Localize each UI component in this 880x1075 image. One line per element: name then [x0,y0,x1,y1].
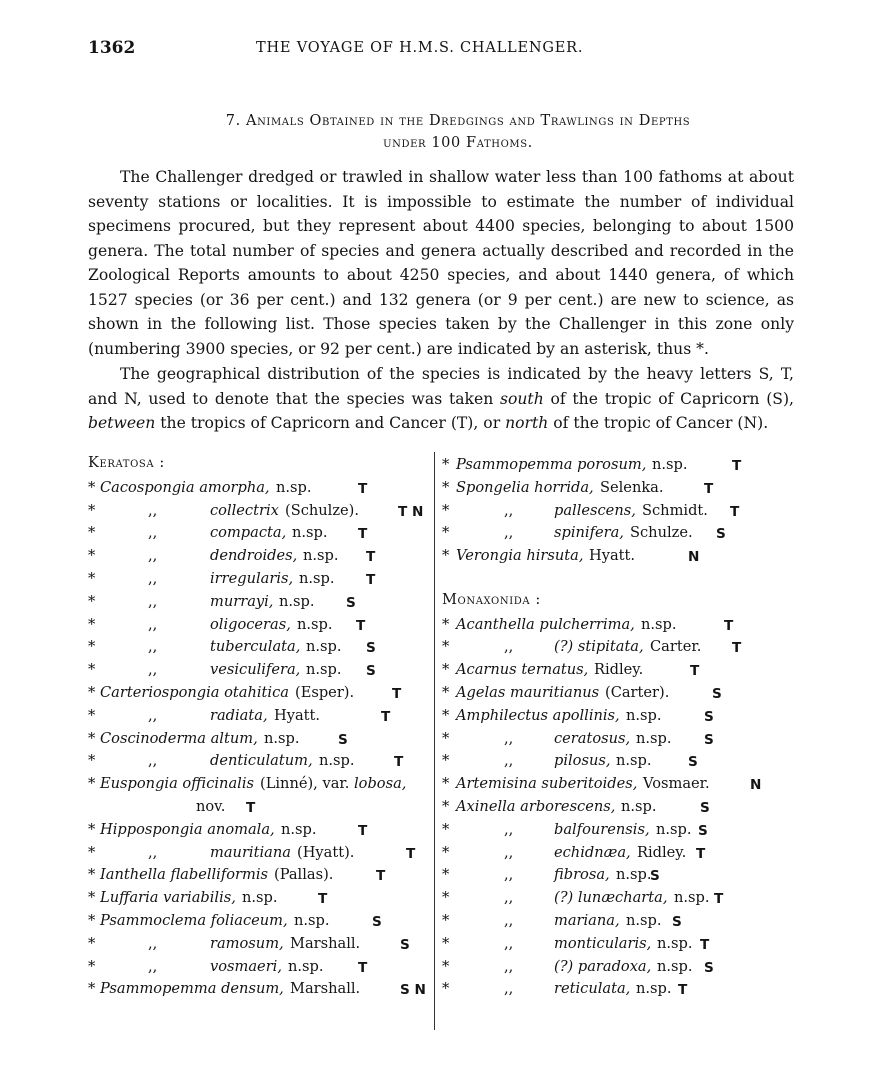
ditto-mark: ,, [148,569,158,587]
species-entry [442,682,772,705]
species-name: vosmaeri, [210,957,282,975]
distribution-letters: T [678,982,688,999]
distribution-letters: S [672,913,682,930]
species-entry [88,682,430,705]
species-author: (Pallas). [274,866,334,884]
asterisk-marker: * [442,547,450,565]
species-entry [442,636,772,659]
distribution-letters: S [372,913,382,930]
species-author: n.sp. [294,911,330,929]
distribution-letters: T [724,617,734,634]
asterisk-marker: * [88,911,96,929]
ditto-mark: ,, [504,889,514,907]
species-name: Euspongia officinalis [100,775,254,793]
species-name: ceratosus, [554,729,631,747]
distribution-letters: S [650,868,660,885]
asterisk-marker: * [88,615,96,633]
species-name: fibrosa, [554,866,610,884]
species-name: Coscinoderma altum, [100,729,258,747]
distribution-letters: T [358,822,368,839]
species-author: n.sp. [319,752,355,770]
species-name: tuberculata, [210,638,301,656]
species-entry [88,773,430,796]
ditto-mark: ,, [504,729,514,747]
ditto-mark: ,, [504,501,514,519]
species-name: Artemisina suberitoides, [456,775,638,793]
species-name: Verongia hirsuta, [456,547,584,565]
asterisk-marker: * [88,866,96,884]
para2-text-b: of the tropic of Capricorn (S), [543,389,795,408]
ditto-mark: ,, [504,820,514,838]
page-header [88,38,828,64]
species-author: n.sp. [636,980,672,998]
species-author: n.sp. [264,729,300,747]
species-entry [88,956,430,979]
species-author: Marshall. [290,980,361,998]
species-entry [442,614,772,637]
species-name: pallescens, [554,501,636,519]
species-author: (Carter). [605,683,670,701]
distribution-letters: T [246,799,256,816]
asterisk-marker: * [88,729,96,747]
asterisk-marker: * [88,934,96,952]
species-entry [442,705,772,728]
asterisk-marker: * [442,775,450,793]
species-author: n.sp. [636,729,672,747]
distribution-letters: T [696,845,706,862]
species-author: Ridley. [637,843,687,861]
species-entry [442,933,772,956]
ditto-mark: ,, [148,501,158,519]
species-author: n.sp. [297,615,333,633]
species-author: n.sp. [616,752,652,770]
page-number: 1362 [88,38,136,58]
distribution-letters: T [714,891,724,908]
species-entry [88,864,430,887]
asterisk-marker: * [88,752,96,770]
intro-paragraph: The Challenger dredged or trawled in shallow water less than 100 fathoms at about seventy stations or localities. It is impossible to estimate the number of individual specimens procured, but they represent about 4400 species, belonging to about 1500 genera. The total number of species and genera actually described and recorded in the Zoological Reports amounts to about 4250 species, and about 1440 genera, of which 1527 species (or 36 per cent.) and 132 genera (or 9 per cent.) are new to science, as shown in the following list. Those species taken by the Challenger in this zone only (numbering 3900 species, or 92 per cent.) are indicated by an asterisk, thus *. [88,168,794,358]
species-entry [442,659,772,682]
species-author: Schulze. [630,524,693,542]
species-entry [442,545,772,568]
running-title: THE VOYAGE OF H.M.S. CHALLENGER. [256,40,584,56]
distribution-letters: T [381,708,391,725]
asterisk-marker: * [442,456,450,473]
asterisk-marker: * [442,615,450,633]
species-name: Amphilectus apollinis, [456,706,620,724]
species-name: (?) stipitata, [554,638,644,656]
species-name: Psammopemma densum, [100,980,284,998]
species-entry [88,591,430,614]
asterisk-marker: * [88,980,96,998]
species-entry [88,796,430,819]
species-author: n.sp. [242,889,278,907]
distribution-letters: T [366,571,376,588]
column-divider [434,452,435,1030]
distribution-letters: T [700,936,710,953]
asterisk-marker: * [442,866,450,884]
species-entry [88,659,430,682]
species-name: Acanthella pulcherrima, [456,615,635,633]
species-author: Schmidt. [642,501,708,519]
species-entry [88,728,430,751]
distribution-letters: T [356,617,366,634]
section-title-line-2: under 100 Fathoms. [383,135,533,151]
species-author: (Schulze). [285,501,359,519]
asterisk-marker: * [442,683,450,701]
distribution-letters: T [392,685,402,702]
species-author: Carter. [650,638,702,656]
distribution-letters: N [750,777,762,794]
species-author: Selenka. [600,478,664,496]
ditto-mark: ,, [504,957,514,975]
species-author: Vosmaer. [643,775,710,793]
distribution-letters: T [358,959,368,976]
species-entry [442,956,772,979]
distribution-letters: T [358,480,368,497]
species-author: Ridley. [594,661,644,679]
species-entry [442,887,772,910]
species-author: Hyatt. [274,706,321,724]
para2-text-c: the tropics of Capricorn and Cancer (T), or [155,414,506,432]
species-author: Hyatt. [589,547,636,565]
species-author: n.sp. [626,706,662,724]
species-name: Carteriospongia otahitica [100,683,289,701]
species-entry [442,477,772,500]
ditto-mark: ,, [148,661,158,679]
ditto-mark: ,, [148,706,158,724]
species-author: n.sp. [616,866,652,884]
ditto-mark: ,, [504,866,514,884]
asterisk-marker: * [442,820,450,838]
asterisk-marker: * [442,752,450,770]
species-name: Luffaria variabilis, [100,889,236,907]
species-author: n.sp. [626,911,662,929]
species-author: (Hyatt). [297,843,355,861]
species-name: Psammopemma porosum, [456,456,647,473]
species-entry [88,545,430,568]
species-entry [442,796,772,819]
species-entry [442,773,772,796]
species-name: compacta, [210,524,287,542]
distribution-letters: S [704,959,714,976]
species-author: n.sp. [657,957,693,975]
ditto-mark: ,, [504,524,514,542]
distribution-paragraph [88,362,794,436]
species-list-right [442,454,772,1001]
species-author: n.sp. [276,478,312,496]
asterisk-marker: * [442,661,450,679]
species-author: n.sp. [306,661,342,679]
species-name: irregularis, [210,569,294,587]
ditto-mark: ,, [148,615,158,633]
asterisk-marker: * [442,911,450,929]
distribution-letters: T [376,868,386,885]
spacer [442,568,772,591]
species-entry [88,500,430,523]
species-author: n.sp. [656,820,692,838]
para2-text-d: of the tropic of Cancer (N). [548,414,769,432]
asterisk-marker: * [442,501,450,519]
species-entry [88,705,430,728]
ditto-mark: ,, [504,843,514,861]
species-author: n.sp. [652,456,688,473]
species-entry [442,750,772,773]
para2-north: north [505,414,549,432]
asterisk-marker: * [88,592,96,610]
species-name: mariana, [554,911,620,929]
species-name: radiata, [210,706,268,724]
species-author: n.sp. [299,569,335,587]
distribution-letters: T [732,458,742,474]
asterisk-marker: * [88,547,96,565]
asterisk-marker: * [442,797,450,815]
asterisk-marker: * [442,980,450,998]
distribution-letters: T [704,480,714,497]
species-name: Acarnus ternatus, [456,661,589,679]
species-name: pilosus, [554,752,611,770]
ditto-mark: ,, [148,638,158,656]
para2-between: between [88,414,156,432]
species-name: Cacospongia amorpha, [100,478,270,496]
group-heading: Monaxonida : [442,590,541,608]
distribution-letters: T [690,663,700,680]
distribution-letters: S [688,754,698,771]
ditto-mark: ,, [504,934,514,952]
ditto-mark: ,, [148,957,158,975]
section-title [88,110,828,154]
species-author: n.sp. [303,547,339,565]
species-name: ramosum, [210,934,284,952]
asterisk-marker: * [88,957,96,975]
species-author: n.sp. [641,615,677,633]
species-entry [88,477,430,500]
species-entry [88,522,430,545]
species-entry [88,614,430,637]
species-name: Hippospongia anomala, [100,820,275,838]
distribution-letters: S [700,799,710,816]
distribution-letters: S [338,731,348,748]
species-entry [442,910,772,933]
distribution-letters: S [366,640,376,657]
species-name: Spongelia horrida, [456,478,594,496]
species-name: murrayi, [210,592,274,610]
section-title-line-1: 7. Animals Obtained in the Dredgings and Trawlings in Depths [225,113,691,129]
distribution-letters: S [704,731,714,748]
species-entry [442,978,772,1001]
species-name: (?) lunæcharta, [554,889,668,907]
distribution-letters: T N [398,503,424,520]
ditto-mark: ,, [504,980,514,998]
group-heading: Keratosa : [88,454,165,471]
species-author: n.sp. [621,797,657,815]
species-list-left [88,454,430,1001]
asterisk-marker: * [442,706,450,724]
asterisk-marker: * [88,569,96,587]
species-name: denticulatum, [210,752,313,770]
asterisk-marker: * [442,843,450,861]
species-entry [442,522,772,545]
asterisk-marker: * [88,501,96,519]
ditto-mark: ,, [148,843,158,861]
species-name: balfourensis, [554,820,650,838]
species-entry [442,728,772,751]
asterisk-marker: * [88,478,96,496]
asterisk-marker: * [88,661,96,679]
distribution-letters: S [712,685,722,702]
ditto-mark: ,, [148,592,158,610]
species-name: spinifera, [554,524,624,542]
species-name: mauritiana [210,843,291,861]
species-author: n.sp. [281,820,317,838]
asterisk-marker: * [88,706,96,724]
species-entry [88,910,430,933]
species-entry [88,568,430,591]
species-variety: lobosa, [354,775,407,793]
species-author: n.sp. [292,524,328,542]
species-author: n.sp. [657,934,693,952]
species-entry [88,933,430,956]
species-author: n.sp. [674,889,710,907]
species-name: Agelas mauritianus [456,683,600,701]
species-entry [88,978,430,1001]
distribution-letters: N [688,549,700,566]
asterisk-marker: * [88,889,96,907]
species-entry [442,819,772,842]
species-author: Marshall. [290,934,361,952]
asterisk-marker: * [442,934,450,952]
distribution-letters: T [394,754,404,771]
species-name: Ianthella flabelliformis [100,866,269,884]
asterisk-marker: * [88,683,96,701]
asterisk-marker: * [88,638,96,656]
species-author: n.sp. [288,957,324,975]
species-entry [88,636,430,659]
distribution-letters: T [366,549,376,566]
species-author: (Linné), var. [260,775,350,793]
species-author: n.sp. [279,592,315,610]
para2-text-a: The geographical distribution of the species is indicated by the heavy letters S, T, and N, used to denote that the species was taken [88,365,794,408]
species-name: reticulata, [554,980,631,998]
species-name: collectrix [210,501,279,519]
species-entry [442,454,772,477]
distribution-letters: S [346,594,356,611]
species-entry [442,842,772,865]
asterisk-marker: * [442,889,450,907]
species-author: n.sp. [306,638,342,656]
para2-south: south [500,389,544,408]
asterisk-marker: * [88,843,96,861]
distribution-letters: T [730,503,740,520]
species-entry [88,842,430,865]
asterisk-marker: * [88,524,96,542]
species-name: Axinella arborescens, [456,797,616,815]
species-entry [88,887,430,910]
distribution-letters: T [318,891,328,908]
ditto-mark: ,, [148,524,158,542]
species-name: vesiculifera, [210,661,301,679]
species-entry [442,500,772,523]
distribution-letters: S [366,663,376,680]
distribution-letters: T [358,526,368,543]
distribution-letters: S [698,822,708,839]
ditto-mark: ,, [504,911,514,929]
distribution-letters: S [716,526,726,543]
asterisk-marker: * [88,775,96,793]
species-entry [442,864,772,887]
species-name: oligoceras, [210,615,291,633]
species-name: echidnæa, [554,843,631,861]
species-author: (Esper). [295,683,355,701]
asterisk-marker: * [442,957,450,975]
species-entry [88,819,430,842]
species-entry [88,750,430,773]
asterisk-marker: * [88,820,96,838]
species-name: Psammoclema foliaceum, [100,911,288,929]
distribution-letters: T [406,845,416,862]
species-name: (?) paradoxa, [554,957,652,975]
asterisk-marker: * [442,729,450,747]
ditto-mark: ,, [148,752,158,770]
species-name: monticularis, [554,934,652,952]
distribution-letters: T [732,640,742,657]
distribution-letters: S [400,936,410,953]
ditto-mark: ,, [504,638,514,656]
distribution-letters: S [704,708,714,725]
asterisk-marker: * [442,478,450,496]
species-author: nov. [196,797,226,815]
ditto-mark: ,, [504,752,514,770]
distribution-letters: S N [400,982,426,999]
ditto-mark: ,, [148,934,158,952]
asterisk-marker: * [442,638,450,656]
asterisk-marker: * [442,524,450,542]
ditto-mark: ,, [148,547,158,565]
species-name: dendroides, [210,547,298,565]
